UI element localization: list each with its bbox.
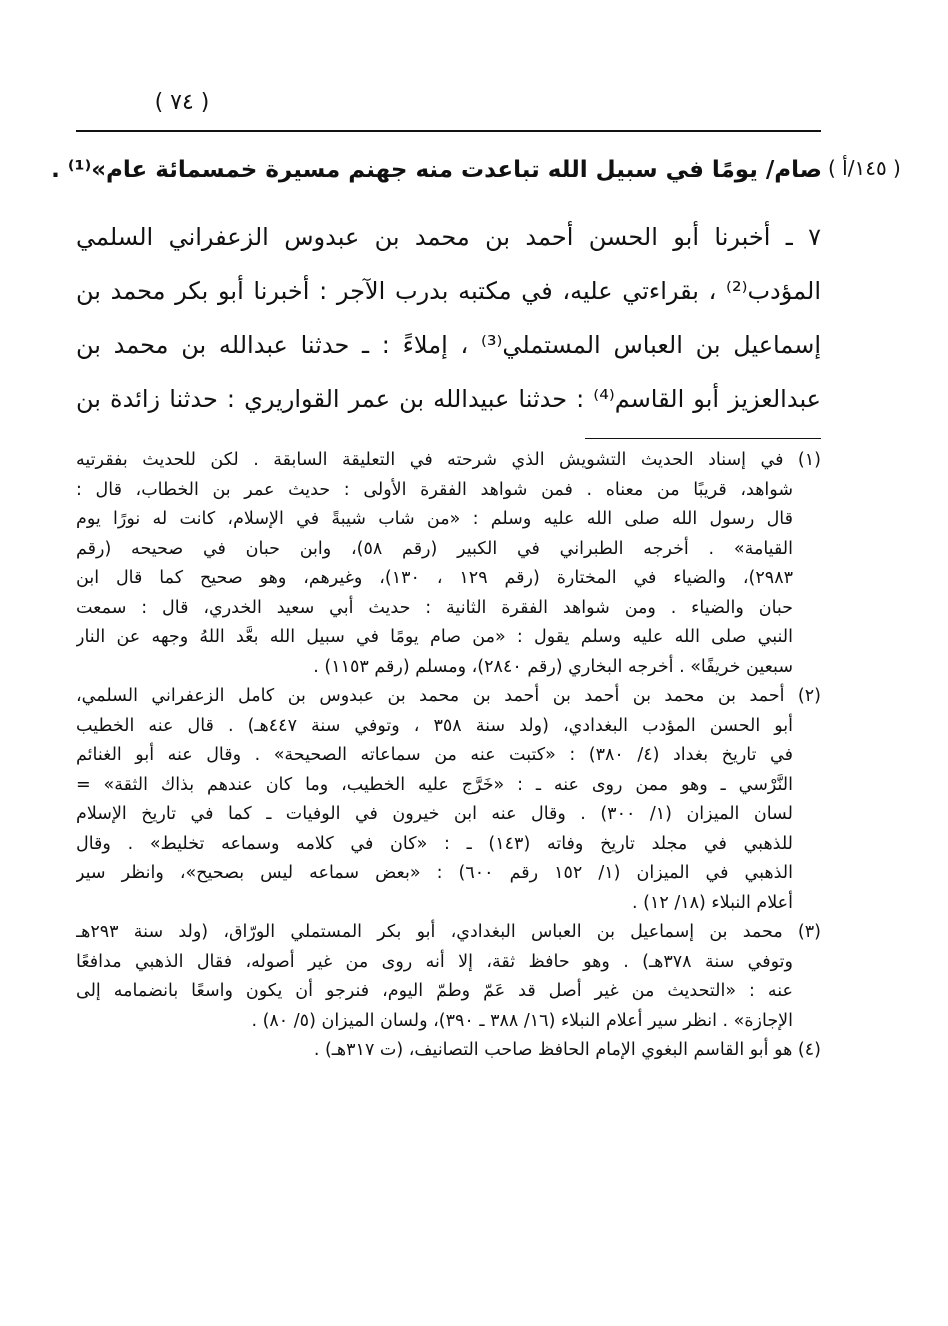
footnote-3 [76,918,821,1036]
footnote-line: في تاريخ بغداد (٤/ ٣٨٠) : «كتبت عنه من سماعاته الصحيحة» . وقال عنه أبو الغنائم [76,745,793,765]
footnote-line: النَّرْسي ـ وهو ممن روى عنه ـ : «خَرَّج عليه الخطيب، وما كان عندهم بذاك الثقة» = [76,774,793,795]
footnote-line: النبي صلى الله عليه وسلم يقول : «من صام يومًا في سبيل الله بعَّد اللهُ وجهه عن النار [76,627,793,647]
footnote-2 [76,682,821,918]
footnote-line: (١) في إسناد الحديث التشويش الذي شرحته في التعليقة السابقة . لكن للحديث بفقرتيه [76,450,821,470]
footnote-line: لسان الميزان (١/ ٣٠٠) . وقال عنه ابن خيرون في الوفيات ـ كما في تاريخ الإسلام [76,804,794,824]
body-line: المؤدب⁽²⁾ ، بقراءتي عليه، في مكتبه بدرب الآجر : أخبرنا أبو بكر محمد بن [76,277,821,305]
header-rule [76,130,821,132]
footnote-line: أعلام النبلاء (١٨/ ١٢) . [631,892,793,913]
footnote-4 [76,1036,821,1066]
footnote-line: (٣) محمد بن إسماعيل بن العباس البغدادي، أبو بكر المستملي الورّاق، (ولد سنة ٢٩٣هـ [76,922,821,942]
footnote-line: شواهد، قريبًا من معناه . فمن شواهد الفقرة الأولى : حديث عمر بن الخطاب، قال : [76,479,793,500]
footnote-separator [585,438,821,439]
footnote-line: عنه : «التحديث من غير أصل قد عَمّ وطمّ اليوم، فنرجو أن يكون واسعًا بانضمامه إلى [76,981,793,1001]
footnote-line: الذهبي في الميزان (١/ ١٥٢ رقم ٦٠٠) : «بعض سماعه ليس بصحيح»، وانظر سير [76,863,793,883]
footnote-line: قال رسول الله صلى الله عليه وسلم : «من شاب شيبةً في الإسلام، كانت له نورًا يوم [76,509,793,529]
footnote-line: (٢) أحمد بن محمد بن أحمد بن أحمد بن محمد بن عبدوس بن كامل الزعفراني السلمي، [76,686,821,706]
footnote-line: أبو الحسن المؤدب البغدادي، (ولد سنة ٣٥٨ ، وتوفي سنة ٤٤٧هـ) . قال عنه الخطيب [76,715,794,736]
footnote-line: للذهبي في مجلد تاريخ وفاته (١٤٣) ـ : «كان في كلامه وسماعه تخليط» . وقال [76,833,793,854]
footnote-line: الإجازة» . انظر سير أعلام النبلاء (١٦/ ٣٨٨ ـ ٣٩٠)، ولسان الميزان (٥/ ٨٠) . [251,1010,793,1031]
footnote-line: (٤) هو أبو القاسم البغوي الإمام الحافظ صاحب التصانيف، (ت ٣١٧هـ) . [313,1040,821,1060]
body-line: عبدالعزيز أبو القاسم⁽⁴⁾ : حدثنا عبيدالله بن عمر القواريري : حدثنا زائدة بن [76,385,821,413]
footnote-line: ٢٩٨٣)، والضياء في المختارة (رقم ١٢٩ ، ١٣٠)، وغيرهم، وهو صحيح كما قال ابن [76,568,793,588]
body-line: إسماعيل بن العباس المستملي⁽³⁾ ، إملاءً : ـ حدثنا عبدالله بن محمد بن [76,331,821,359]
footnote-line: وتوفي سنة ٣٧٨هـ) . وهو حافظ ثقة، إلا أنه روى من غير أصوله، فقال الذهبي مدافعًا [76,951,793,972]
page-number: ( ٧٤ ) [154,90,210,115]
main-body-text [76,210,821,426]
footnote-line: سبعين خريفًا» . أخرجه البخاري (رقم ٢٨٤٠)، ومسلم (رقم ١١٥٣) . [313,656,793,677]
footnote-line: حبان والضياء . ومن شواهد الفقرة الثانية : حديث أبي سعيد الخدري، قال : سمعت [76,597,793,618]
footnote-line: القيامة» . أخرجه الطبراني في الكبير (رقم ٥٨)، وابن حبان في صحيحه (رقم [76,538,793,559]
manuscript-folio-reference: ( ١٤٥/أ ) [828,156,901,180]
body-line: ٧ ـ أخبرنا أبو الحسن أحمد بن محمد بن عبدوس الزعفراني السلمي [76,223,821,251]
hadith-text-continuation: صام/ يومًا في سبيل الله تباعدت منه جهنم مسيرة خمسمائة عام»⁽¹⁾ . [51,157,822,183]
footnotes-section [76,446,821,1066]
footnote-1 [76,446,821,682]
